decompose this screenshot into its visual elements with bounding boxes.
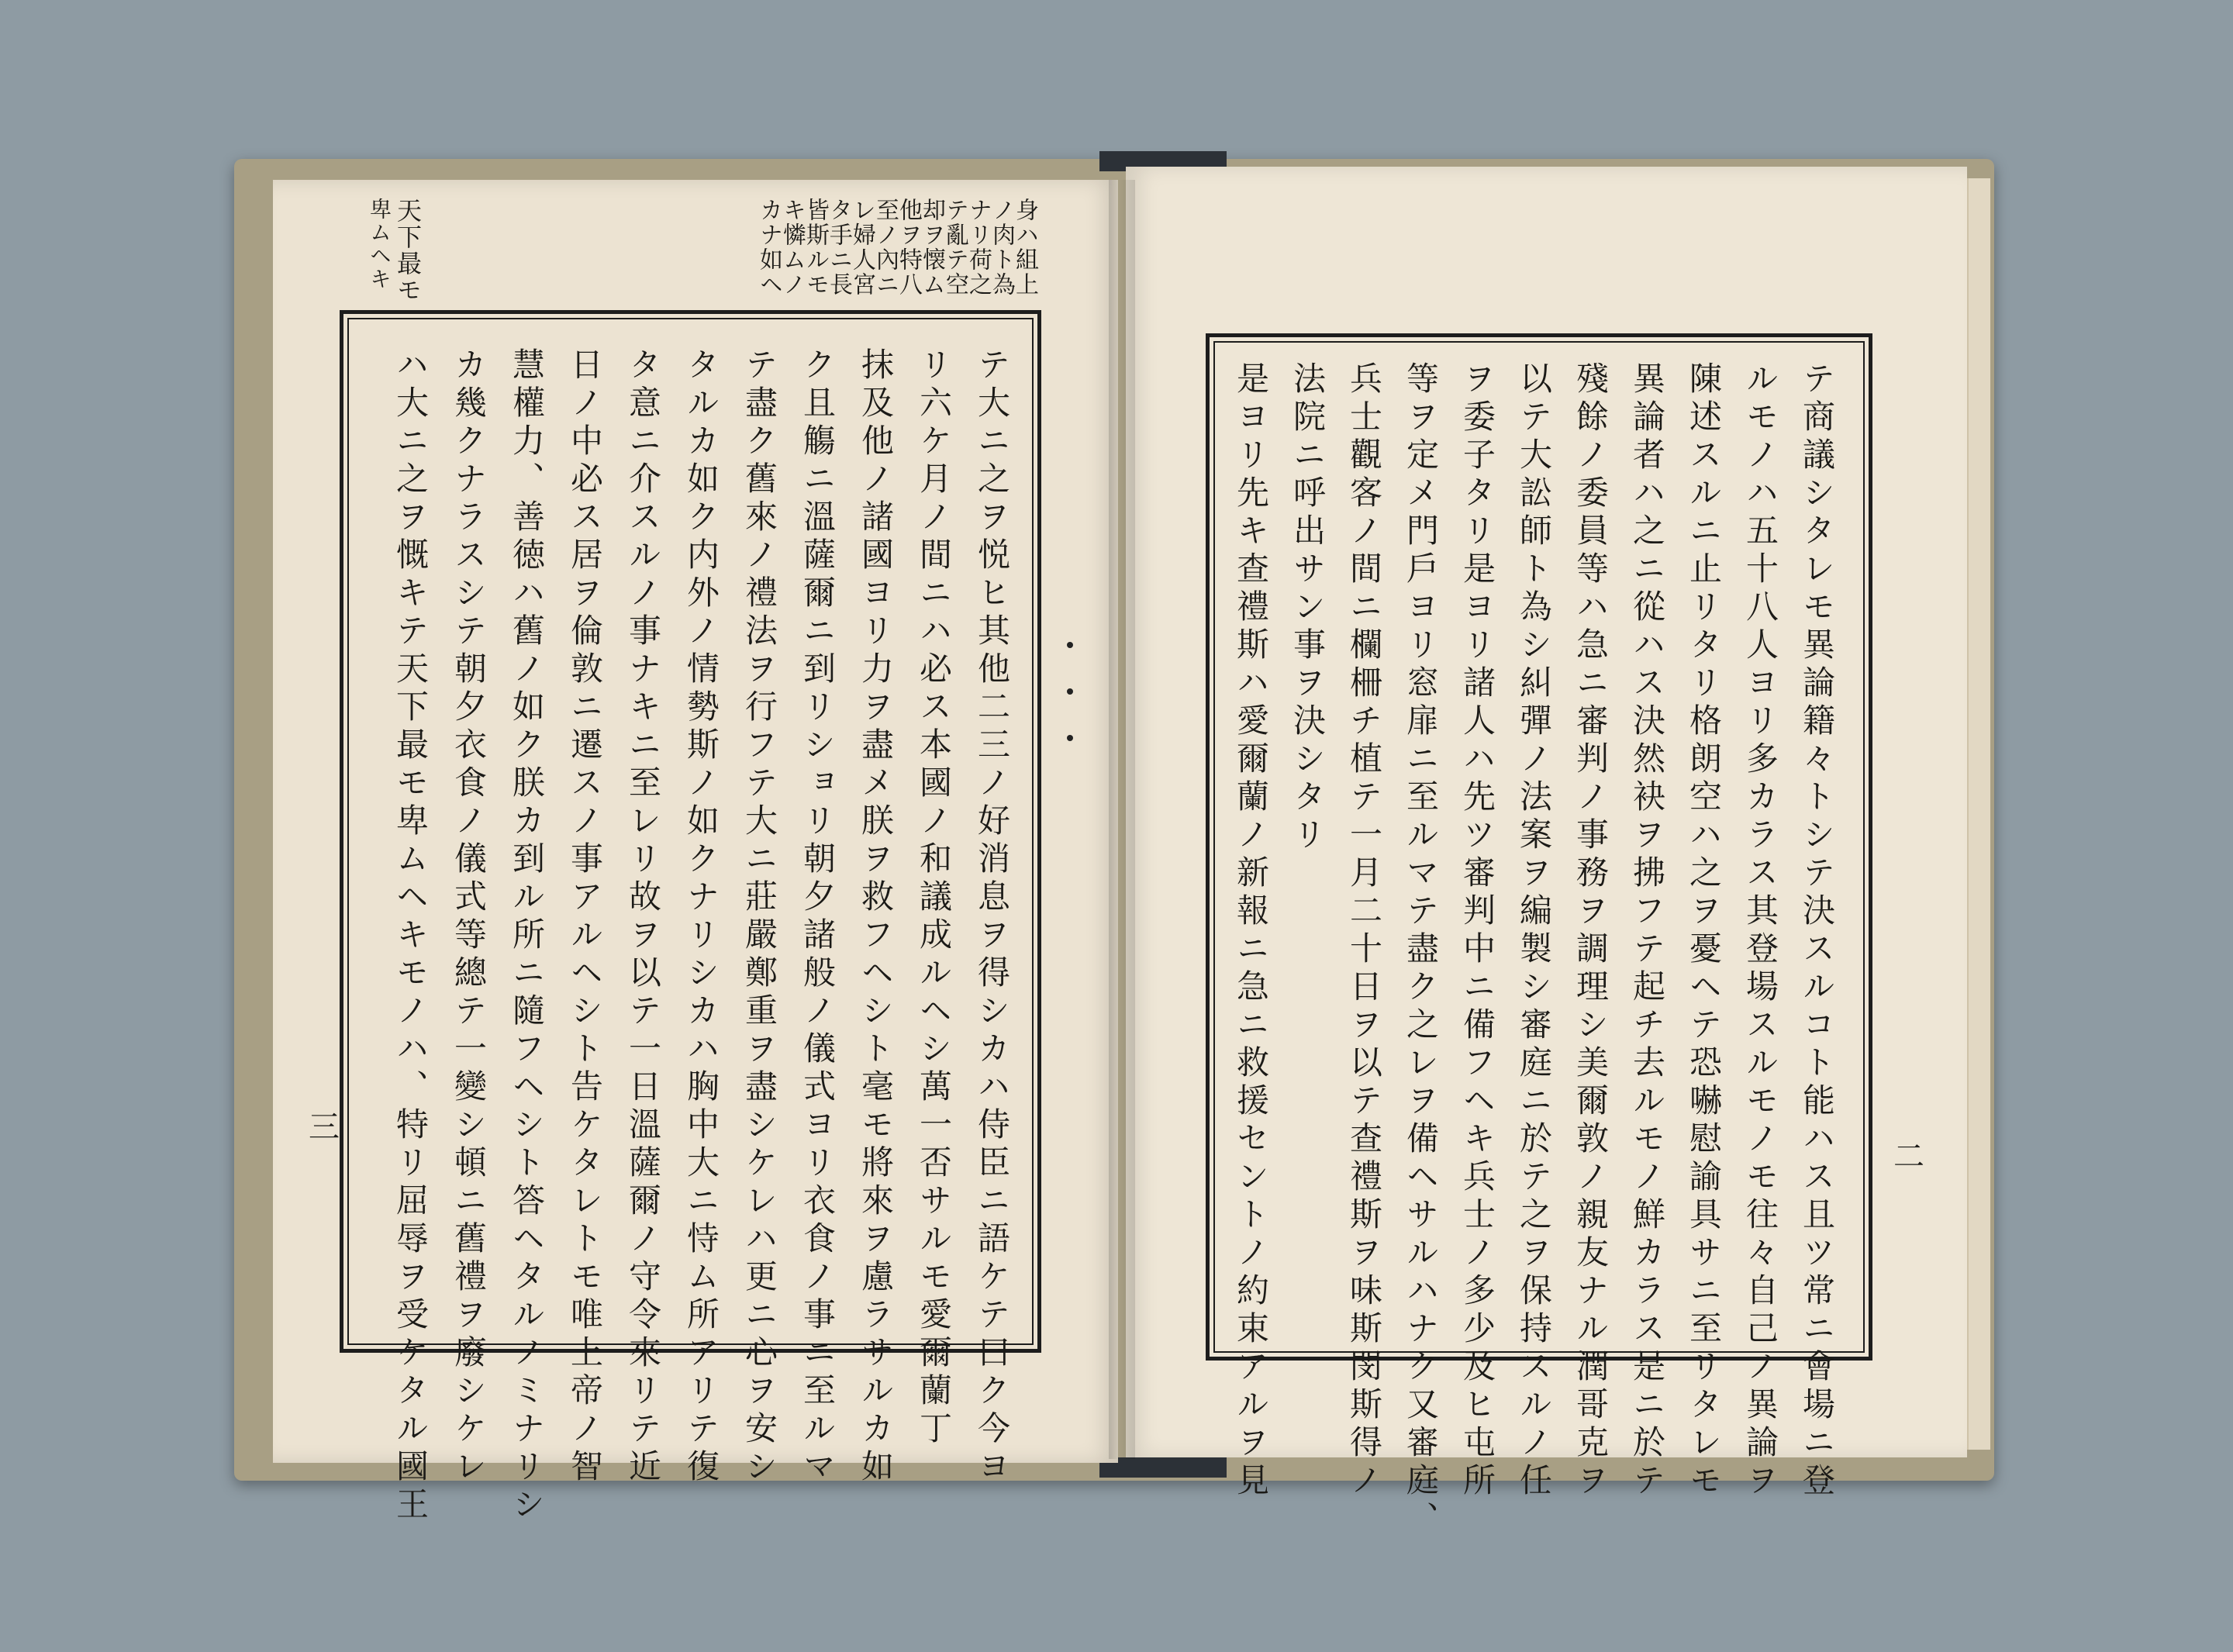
text-column: 異論者ハ之ニ從ハス決然袂ヲ拂フテ起チ去ルモノ鮮カラス是ニ於テ [1628, 361, 1666, 1501]
text-column: 殘餘ノ委員等ハ急ニ審判ノ事務ヲ調理シ美爾敦ノ親友ナル潤哥克ヲ [1572, 361, 1610, 1501]
text-column: 抹及他ノ諸國ヨリ力ヲ盡メ朕ヲ救フヘシト毫モ將來ヲ慮ラサルカ如 [857, 347, 895, 1487]
text-column: 法院ニ呼出サン事ヲ決シタリ [1289, 361, 1327, 855]
text-column: 陳述スルニ止リタリ格朗空ハ之ヲ憂ヘテ恐嚇慰諭具サニ至リタレモ [1685, 361, 1723, 1501]
text-column: 慧權力、善徳ハ舊ノ如ク朕カ到ル所ニ隨フヘシト答ヘタルノミナリシ [508, 347, 546, 1525]
header-column: 却ヲ懐ム [918, 198, 945, 297]
text-column: テ盡ク舊來ノ禮法ヲ行フテ大ニ莊嚴鄭重ヲ盡シケレハ更ニ心ヲ安シ [740, 347, 778, 1487]
page-number-left: 三 [309, 1109, 340, 1145]
page-edge [1967, 178, 1990, 1450]
text-column: ク且觴ニ溫薩爾ニ到リショリ朝夕諸般ノ儀式ヨリ衣食ノ事ニ至ルマ [799, 347, 837, 1487]
text-column: タ意ニ介スルノ事ナキニ至レリ故ヲ以テ一日溫薩爾ノ守令來リテ近 [624, 347, 662, 1487]
header-column: 至ノ內ニ [871, 198, 899, 297]
text-column: 以テ大訟師ト為シ糾彈ノ法案ヲ編製シ審庭ニ於テ之ヲ保持スルノ任 [1515, 361, 1553, 1501]
spine-band-bottom [1099, 1457, 1227, 1478]
book-gutter [1109, 180, 1135, 1459]
binding-mark [1067, 688, 1073, 695]
header-side-column: 卑ムヘキ [367, 198, 392, 291]
text-column: テ大ニ之ヲ悦ヒ其他二三ノ好消息ヲ得シカハ侍臣ニ語ケテ曰ク今ヨ [973, 347, 1011, 1487]
header-column: テ亂テ空 [941, 198, 968, 297]
text-column: ルモノハ五十八人ヨリ多カラス其登場スルモノモ往々自己ノ異論ヲ [1741, 361, 1779, 1501]
header-column: ナリ荷之 [965, 198, 992, 297]
header-column: レ婦人宮 [848, 198, 875, 297]
text-column: 兵士觀客ノ間ニ欄柵チ植テ一月二十日ヲ以テ查禮斯ヲ味斯閔斯得ノ [1345, 361, 1383, 1501]
page-number-right: 二 [1893, 1139, 1924, 1174]
header-column: ノ肉ト為 [988, 198, 1015, 297]
header-column: 身ハ組上 [1011, 198, 1038, 297]
text-column: 等ヲ定メ門戶ヨリ窓扉ニ至ルマテ盡ク之レヲ備ヘサルハナク又審庭、 [1402, 361, 1440, 1539]
header-column: タ手ニ長 [825, 198, 852, 297]
header-column: 皆斯ルモ [802, 198, 829, 297]
text-column: リ六ケ月ノ間ニハ必ス本國ノ和議成ルヘシ萬一否サルモ愛爾蘭丁 [915, 347, 953, 1449]
header-side-column: 天下最モ [393, 198, 423, 303]
header-column: カナ如ヘ [755, 198, 782, 297]
text-column: 是ヨリ先キ查禮斯ハ愛爾蘭ノ新報ニ急ニ救援セントノ約束アルヲ見 [1232, 361, 1270, 1501]
header-column: 他ヲ特八 [895, 198, 922, 297]
binding-mark [1067, 642, 1073, 648]
text-column: テ商議シタレモ異論籍々トシテ決スルコト能ハス且ツ常ニ會場ニ登 [1798, 361, 1836, 1501]
text-column: 日ノ中必ス居ヲ倫敦ニ遷スノ事アルヘシト告ケタレトモ唯上帝ノ智 [566, 347, 604, 1487]
text-column: ハ大ニ之ヲ慨キテ天下最モ卑ムヘキモノハ、特リ屈辱ヲ受ケタル國王 [392, 347, 430, 1525]
header-column: キ憐ムノ [778, 198, 806, 297]
text-column: ヲ委子タリ是ヨリ諸人ハ先ツ審判中ニ備フヘキ兵士ノ多少及ヒ屯所 [1458, 361, 1496, 1501]
binding-mark [1067, 735, 1073, 741]
text-column: タルカ如ク内外ノ情勢斯ノ如クナリシカハ胸中大ニ恃ム所アリテ復 [682, 347, 720, 1487]
text-column: カ幾クナラスシテ朝夕衣食ノ儀式等總テ一變シ頓ニ舊禮ヲ廢シケレ [450, 347, 488, 1487]
